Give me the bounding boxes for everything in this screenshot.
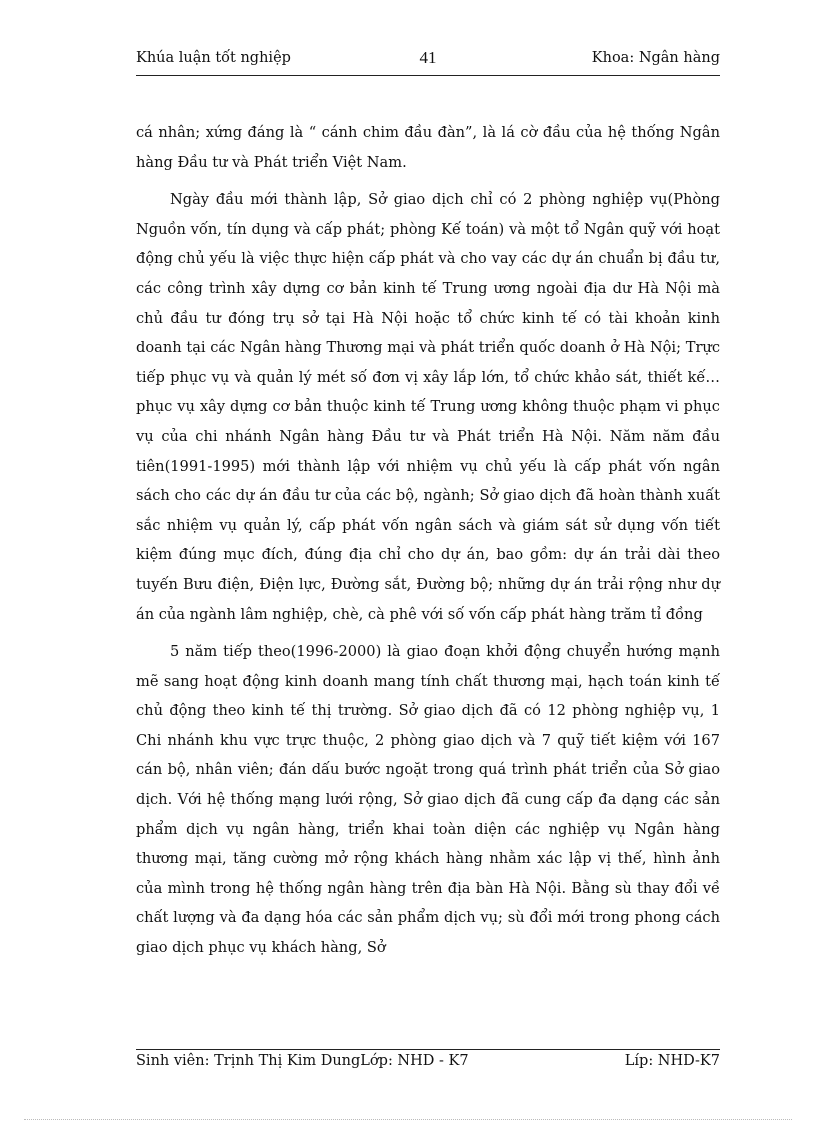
header-divider (136, 75, 720, 76)
paragraph-1: cá nhân; xứng đáng là “ cánh chim đầu đàn”, là lá cờ đầu của hệ thống Ngân hàng Đầu tư và Phát triển Việt Nam. (136, 124, 720, 171)
page-footer (136, 1053, 720, 1075)
page-edge-divider (24, 1119, 792, 1120)
footer-class: Líp: NHD-K7 (624, 1053, 720, 1069)
page-header (136, 50, 720, 74)
page-number: 41 (419, 48, 437, 67)
header-thesis-title: Khúa luận tốt nghiệp (136, 50, 291, 66)
paragraph-3: 5 năm tiếp theo(1996-2000) là giao đoạn khởi động chuyển hướng mạnh mẽ sang hoạt động kinh doanh mang tính chất thương mại, hạch toán kinh tế chủ động theo kinh tế thị trường. Sở giao dịch đã có 12 phòng nghiệp vụ, 1 Chi nhánh khu vực trực thuộc, 2 phòng giao dịch và 7 quỹ tiết kiệm với 167 cán bộ, nhân viên; đán dấu bước ngoặt trong quá trình phát triển của Sở giao dịch. Với hệ thống mạng lưới rộng, Sở giao dịch đã cung cấp đa dạng các sản phẩm dịch vụ ngân hàng, triển khai toàn diện các nghiệp vụ Ngân hàng thương mại, tăng cường mở rộng khách hàng nhằm xác lập vị thế, hình ảnh của mình trong hệ thống ngân hàng trên địa bàn Hà Nội. Bằng sù thay đổi về chất lượng và đa dạng hóa các sản phẩm dịch vụ; sù đổi mới trong phong cách giao dịch phục vụ khách hàng, Sở (136, 643, 720, 957)
header-faculty: Khoa: Ngân hàng (591, 50, 720, 66)
page-body (136, 118, 720, 971)
footer-student: Sinh viên: Trịnh Thị Kim DungLớp: NHD - K7 (136, 1053, 469, 1069)
footer-divider (136, 1049, 720, 1050)
paragraph-2: Ngày đầu mới thành lập, Sở giao dịch chỉ có 2 phòng nghiệp vụ(Phòng Nguồn vốn, tín dụng và cấp phát; phòng Kế toán) và một tổ Ngân quỹ với hoạt động chủ yếu là việc thực hiện cấp phát và cho vay các dự án chuẩn bị đầu tư, các công trình xây dựng cơ bản kinh tế Trung ương ngoài địa dư Hà Nội mà chủ đầu tư đóng trụ sở tại Hà Nội hoặc tổ chức kinh tế có tài khoản kinh doanh tại các Ngân hàng Thương mại và phát triển quốc doanh ở Hà Nội; Trực tiếp phục vụ và quản lý mét số đơn vị xây lắp lớn, tổ chức khảo sát, thiết kế… phục vụ xây dựng cơ bản thuộc kinh tế Trung ương không thuộc phạm vi phục vụ của chi nhánh Ngân hàng Đầu tư và Phát triển Hà Nội. Năm năm đầu tiên(1991-1995) mới thành lập với nhiệm vụ chủ yếu là cấp phát vốn ngân sách cho các dự án đầu tư của các bộ, ngành; Sở giao dịch đã hoàn thành xuất sắc nhiệm vụ quản lý, cấp phát vốn ngân sách và giám sát sử dụng vốn tiết kiệm đúng mục đích, đúng địa chỉ cho dự án, bao gồm: dự án trải dài theo tuyến Bưu điện, Điện lực, Đường sắt, Đường bộ; những dự án trải rộng như dự án của ngành lâm nghiệp, chè, cà phê với số vốn cấp phát hàng trăm tỉ đồng (136, 191, 720, 623)
